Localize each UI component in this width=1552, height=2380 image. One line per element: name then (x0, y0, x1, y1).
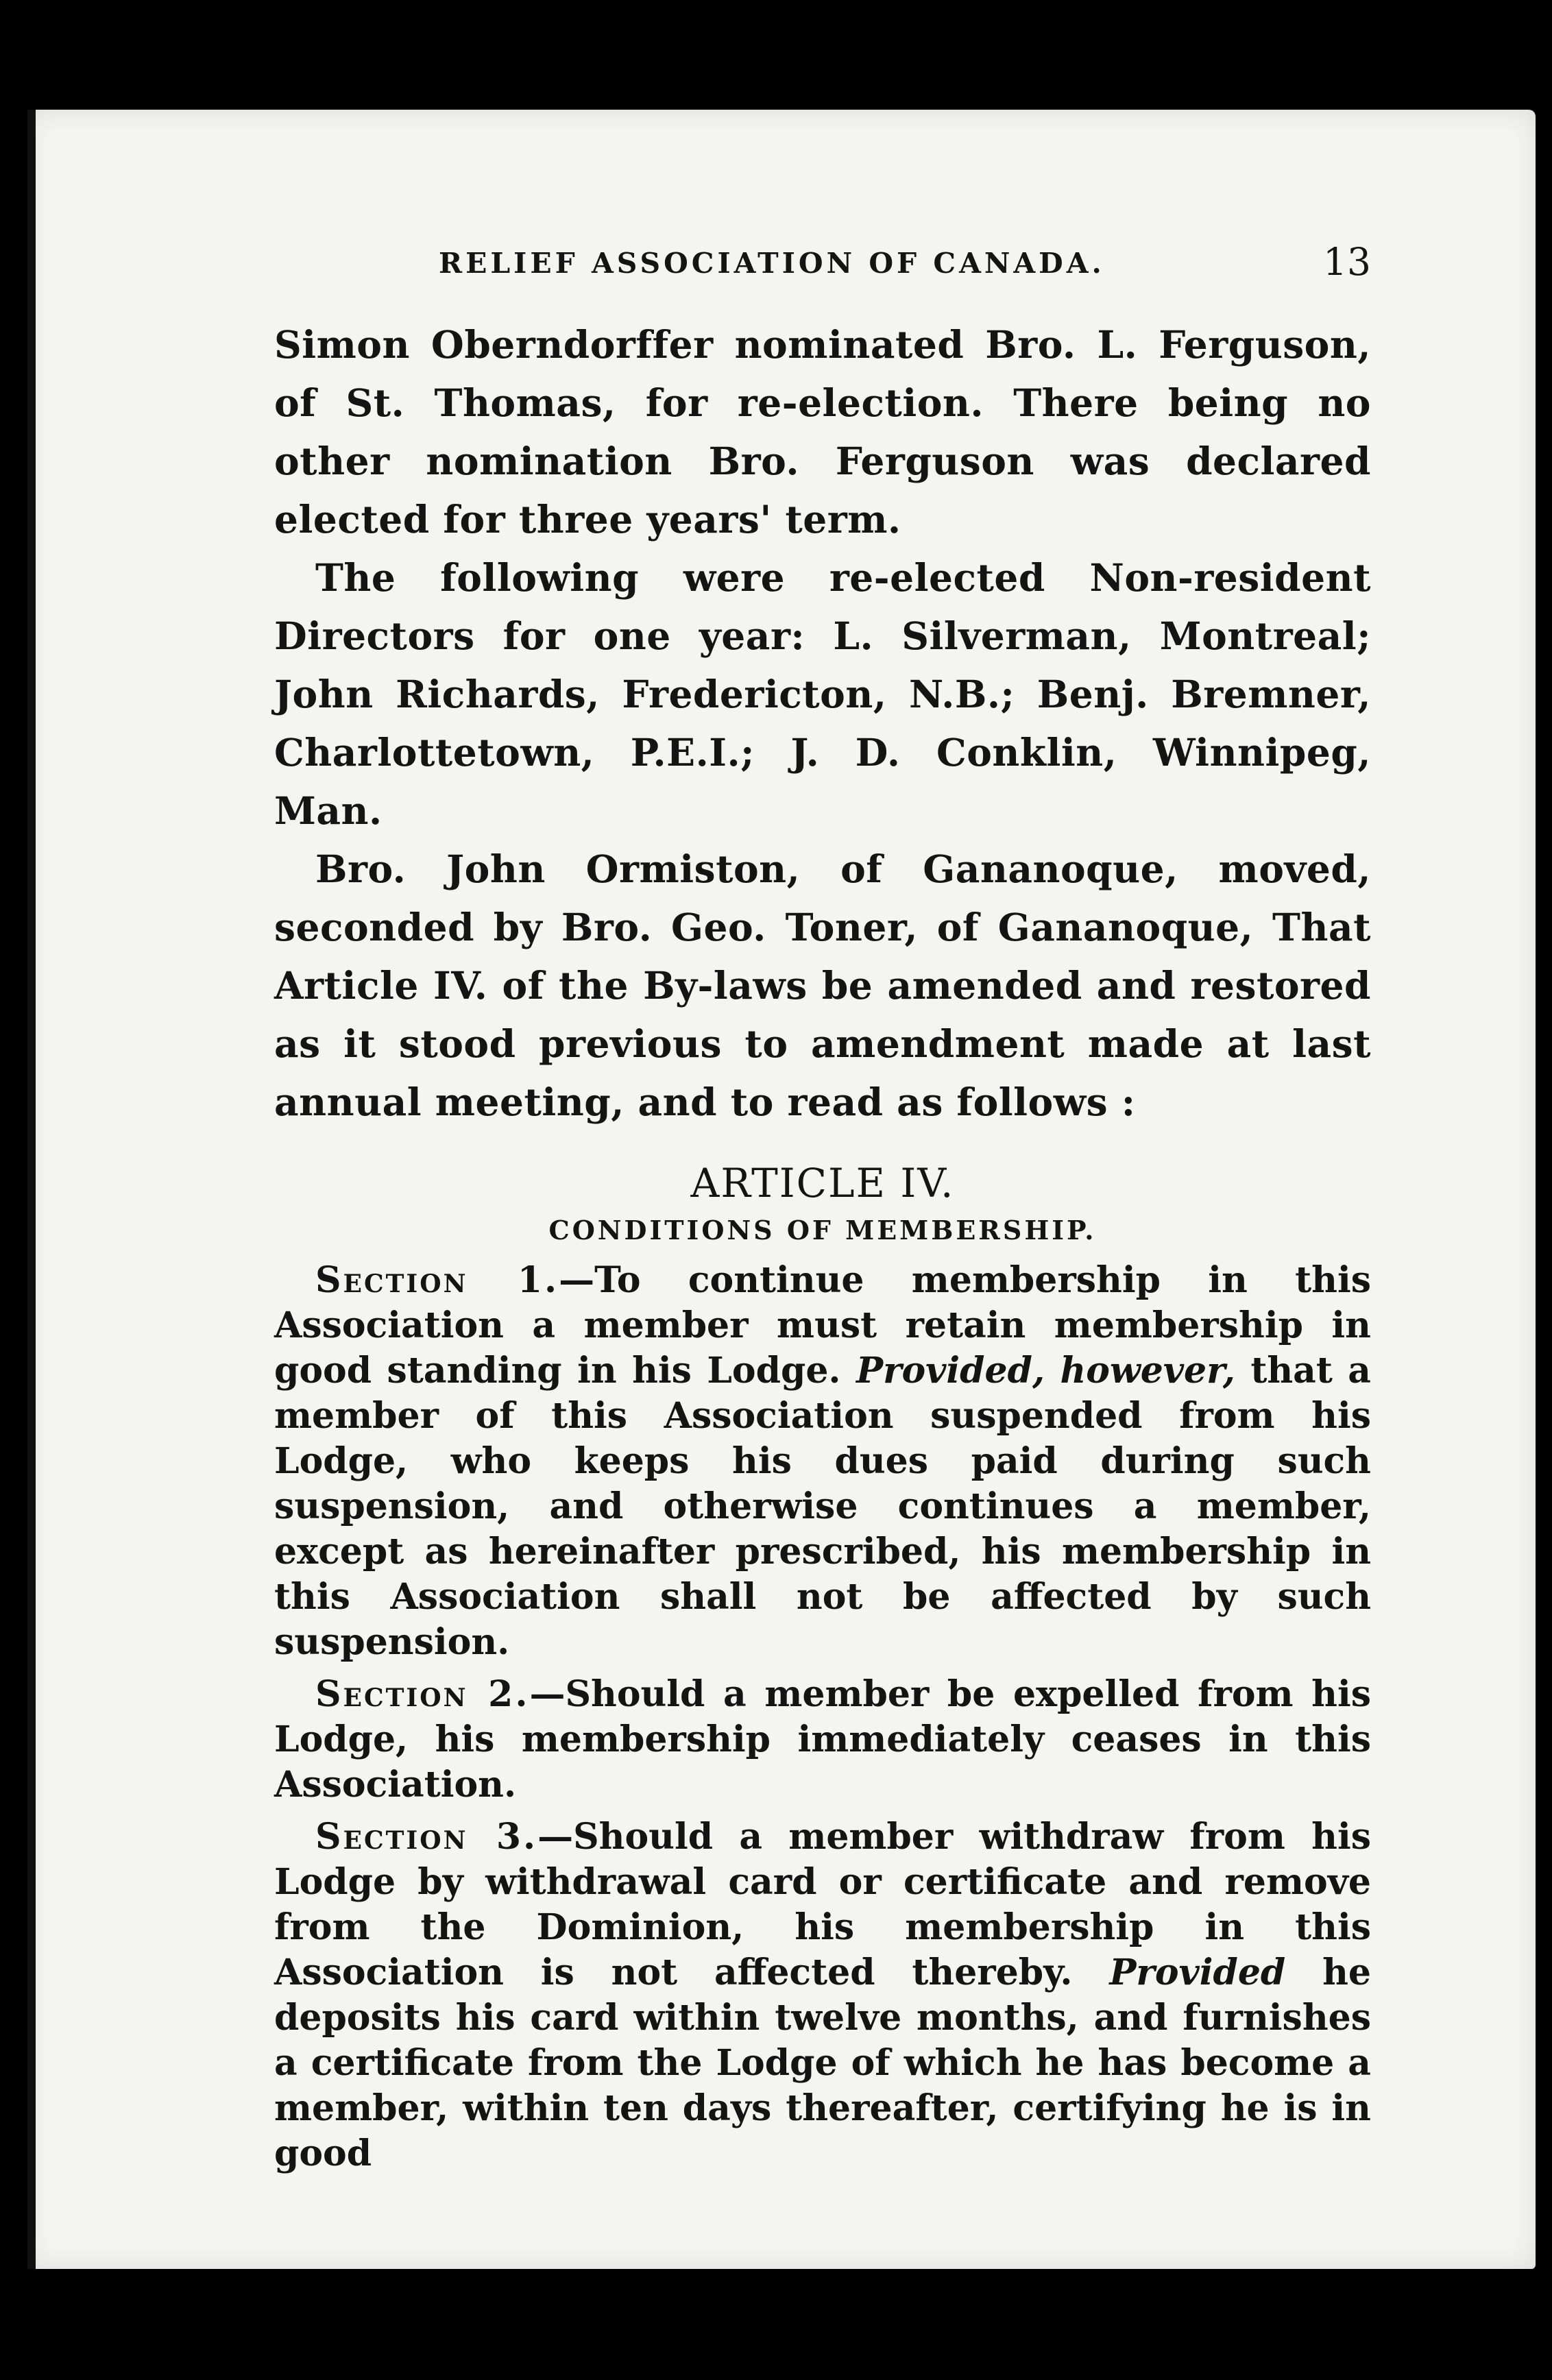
section-label: Section 1. (315, 1259, 559, 1301)
section-text-continued: that a member of this Association suspended from his Lodge, who keeps his dues paid during such suspension, and otherwise continues a member, except as hereinafter prescribed, his membership in this Association shall not be affected by such suspension. (274, 1350, 1371, 1663)
section-text: —To continue membership in this Association a member must retain membership in good standing in his Lodge. (274, 1259, 1371, 1392)
paragraph-motion: Bro. John Ormiston, of Gananoque, moved, seconded by Bro. Geo. Toner, of Gananoque, That Article IV. of the By-laws be amended and restored as it stood previous to amendment made at last annual meeting, and to read as follows : (274, 847, 1371, 1124)
article-title: ARTICLE IV. (690, 1160, 955, 1206)
page-header (274, 240, 1371, 302)
section-label: Section 2. (315, 1673, 530, 1715)
article-subtitle: CONDITIONS OF MEMBERSHIP. (548, 1215, 1097, 1246)
section-emphasis: Provided, however, (856, 1350, 1235, 1392)
section-2 (274, 1672, 1371, 1808)
running-head: RELIEF ASSOCIATION OF CANADA. (439, 247, 1105, 280)
paragraph-nomination: Simon Oberndorffer nominated Bro. L. Ferguson, of St. Thomas, for re-election. There being no other nomination Bro. Ferguson was declared elected for three years' term. (274, 322, 1371, 542)
section-text-continued: he deposits his card within twelve months, and furnishes a certificate from the Lodge of which he has become a member, within ten days thereafter, certifying he is in good (274, 1952, 1371, 2174)
page-text-block (274, 240, 1371, 2183)
page-edge-shadow (27, 110, 36, 2269)
section-1 (274, 1258, 1371, 1665)
section-emphasis: Provided (1109, 1952, 1286, 1993)
section-text: —Should a member withdraw from his Lodge by withdrawal card or certificate and remove from the Dominion, his membership in this Association is not affected thereby. (274, 1816, 1371, 1993)
section-3 (274, 1814, 1371, 2176)
section-label: Section 3. (315, 1816, 538, 1858)
paragraph-directors: The following were re-elected Non-resident Directors for one year: L. Silverman, Montreal; John Richards, Fredericton, N.B.; Benj. Bremner, Charlottetown, P.E.I.; J. D. Conklin, Winnipeg, Man. (274, 555, 1371, 833)
section-text: —Should a member be expelled from his Lodge, his membership immediately ceases in this Association. (274, 1673, 1371, 1806)
page-number: 13 (1323, 240, 1371, 284)
